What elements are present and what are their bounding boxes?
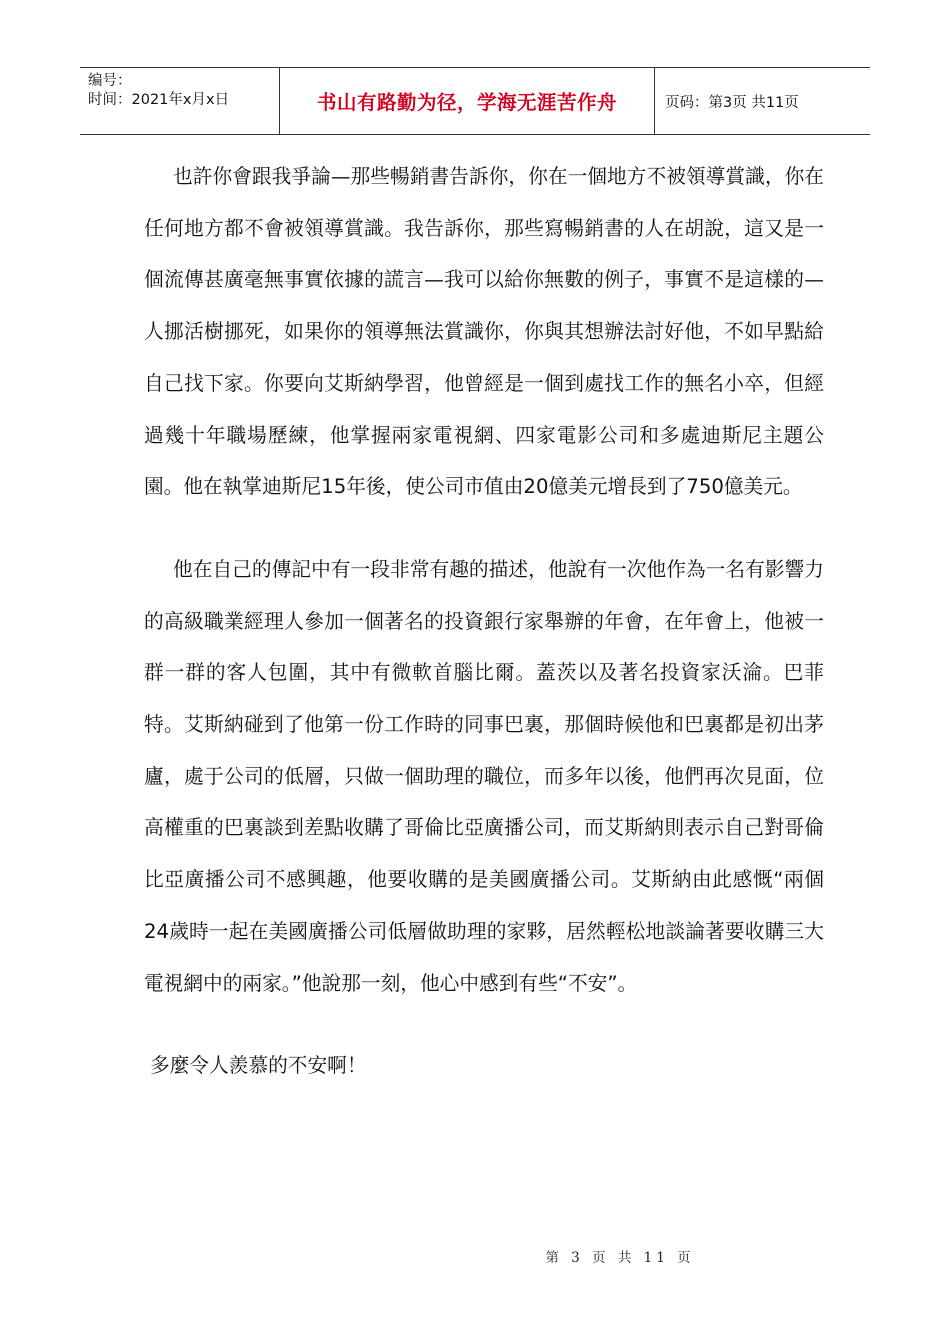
serial-number-label: 编号： (88, 73, 132, 89)
paragraph-1: 也許你會跟我爭論—那些暢銷書告訴你，你在一個地方不被領導賞識，你在任何地方都不會被領導賞識。我告訴你，那些寫暢銷書的人在胡說，這又是一個流傳甚廣毫無事實依據的謊言—我可以給你無數的例子，事實不是這樣的—人挪活樹挪死，如果你的領導無法賞識你，你與其想辦法討好他，不如早點給自己找下家。你要向艾斯納學習，他曾經是一個到處找工作的無名小卒，但經過幾十年職場歷練，他掌握兩家電視網、四家電影公司和多處迪斯尼主題公園。他在執掌迪斯尼15年後，使公司市值由20億美元增長到了750億美元。 (144, 165, 824, 499)
motto-text: 书山有路勤为径，学海无涯苦作舟 (316, 91, 617, 114)
header-table (80, 67, 870, 135)
paragraph-2: 他在自己的傳記中有一段非常有趣的描述，他說有一次他作為一名有影響力的高級職業經理人參加一個著名的投資銀行家舉辦的年會，在年會上，他被一群一群的客人包圍，其中有微軟首腦比爾。蓋茨以及著名投資家沃淪。巴菲特。艾斯納碰到了他第一份工作時的同事巴裏，那個時候他和巴裏都是初出茅廬，處于公司的低層，只做一個助理的職位，而多年以後，他們再次見面，位高權重的巴裏談到差點收購了哥倫比亞廣播公司，而艾斯納則表示自己對哥倫比亞廣播公司不感興趣，他要收購的是美國廣播公司。艾斯納由此感慨“兩個24歲時一起在美國廣播公司低層做助理的家夥，居然輕松地談論著要收購三大電視網中的兩家。”他說那一刻，他心中感到有些“不安”。 (144, 557, 824, 995)
date-label: 时间：2021年x月x日 (88, 92, 230, 108)
header-meta-cell (80, 68, 279, 134)
header-page-cell (655, 68, 870, 134)
header-motto-cell (279, 68, 655, 134)
paragraph-3: 多麼令人羨慕的不安啊！ (150, 1054, 367, 1078)
document-body (144, 151, 824, 1092)
page-info: 页码：第3页 共11页 (665, 94, 799, 111)
page-footer: 第 3 页 共 11 页 (545, 1250, 695, 1266)
